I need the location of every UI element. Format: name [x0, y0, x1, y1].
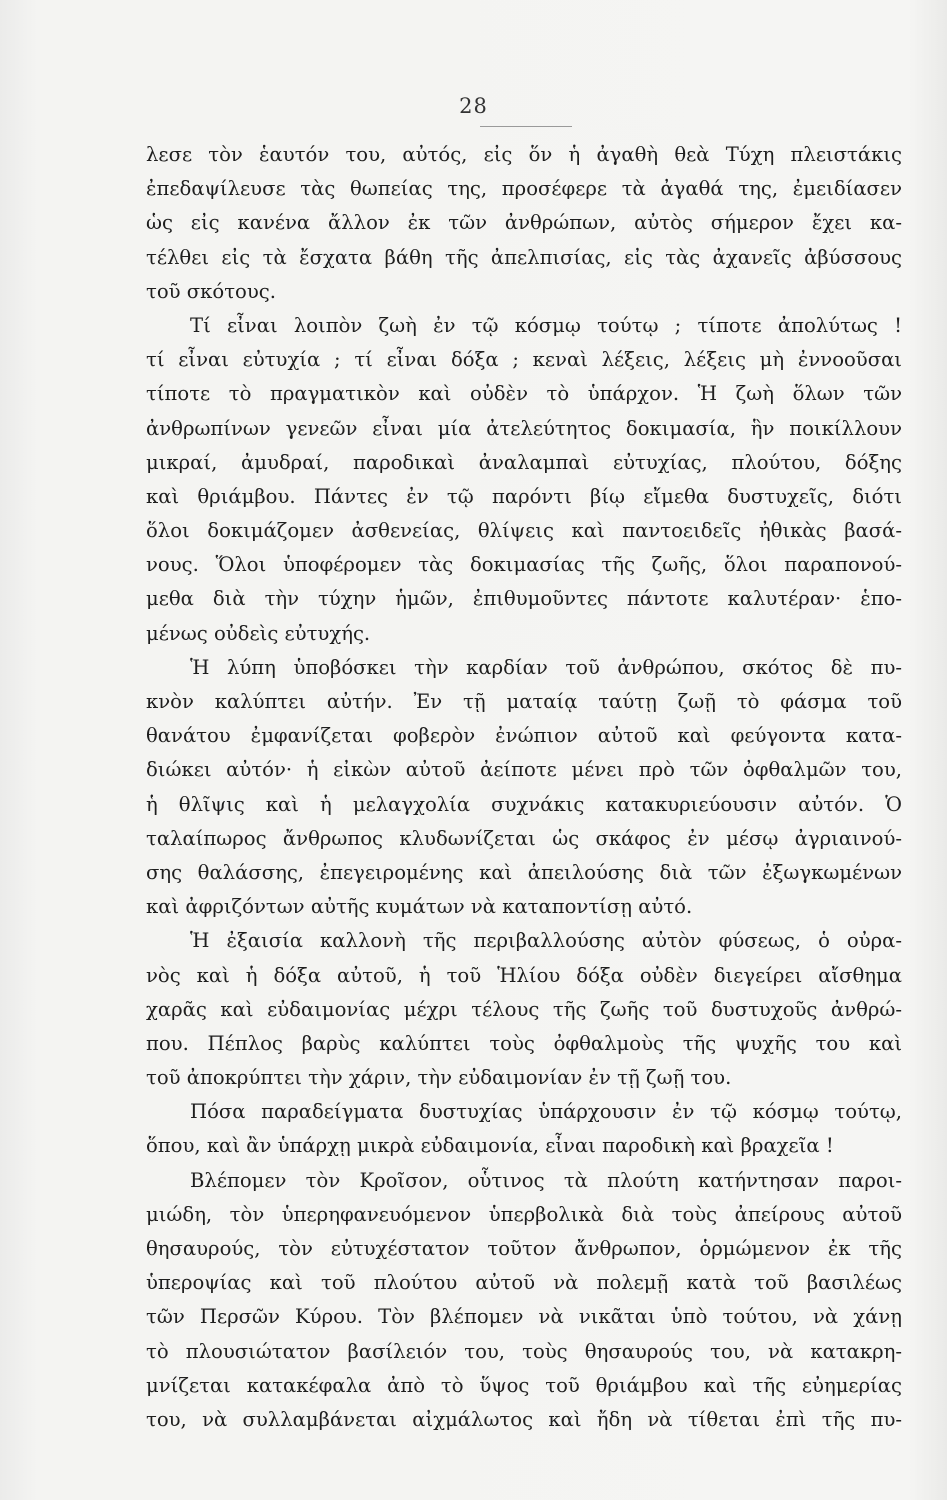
- text-line: ἐπεδαψίλευσε τὰς θωπείας της, προσέφερε τὰ ἀγαθά της, ἐμειδίασεν: [146, 177, 902, 201]
- text-line: σης θαλάσσης, ἐπεγειρομένης καὶ ἀπειλούσης διὰ τῶν ἐξωγκωμένων: [146, 860, 902, 884]
- text-line: μιώδη, τὸν ὑπερηφανευόμενον ὑπερβολικὰ διὰ τοὺς ἀπείρους αὐτοῦ: [146, 1202, 902, 1226]
- text-line: τῶν Περσῶν Κύρου. Τὸν βλέπομεν νὰ νικᾶται ὑπὸ τούτου, νὰ χάνῃ: [146, 1305, 902, 1329]
- text-line: τοῦ σκότους.: [146, 279, 276, 303]
- text-line: τοῦ ἀποκρύπτει τὴν χάριν, τὴν εὐδαιμονίαν ἐν τῇ ζωῇ του.: [146, 1066, 732, 1090]
- text-line: τέλθει εἰς τὰ ἔσχατα βάθη τῆς ἀπελπισίας, εἰς τὰς ἀχανεῖς ἀβύσσους: [146, 245, 902, 269]
- text-line: ὅπου, καὶ ἂν ὑπάρχῃ μικρὰ εὐδαιμονία, εἶναι παροδικὴ καὶ βραχεῖα !: [146, 1134, 834, 1158]
- text-line: Ἡ ἐξαισία καλλονὴ τῆς περιβαλλούσης αὐτὸν φύσεως, ὁ οὐρα-: [190, 929, 902, 953]
- text-line: μικραί, ἀμυδραί, παροδικαὶ ἀναλαμπαὶ εὐτυχίας, πλούτου, δόξης: [146, 450, 902, 474]
- text-line: του, νὰ συλλαμβάνεται αἰχμάλωτος καὶ ἤδη νὰ τίθεται ἐπὶ τῆς πυ-: [146, 1407, 902, 1431]
- text-line: ταλαίπωρος ἄνθρωπος κλυδωνίζεται ὡς σκάφος ἐν μέσῳ ἀγριαινού-: [146, 826, 902, 850]
- text-line: ὅλοι δοκιμάζομεν ἀσθενείας, θλίψεις καὶ παντοειδεῖς ἠθικὰς βασά-: [146, 519, 902, 543]
- text-line: ὑπεροψίας καὶ τοῦ πλούτου αὐτοῦ νὰ πολεμῇ κατὰ τοῦ βασιλέως: [146, 1271, 902, 1295]
- text-line: Βλέπομεν τὸν Κροῖσον, οὗτινος τὰ πλούτη κατήντησαν παροι-: [190, 1168, 902, 1192]
- text-line: τίποτε τὸ πραγματικὸν καὶ οὐδὲν τὸ ὑπάρχον. Ἡ ζωὴ ὅλων τῶν: [146, 382, 902, 406]
- text-line: μεθα διὰ τὴν τύχην ἡμῶν, ἐπιθυμοῦντες πάντοτε καλυτέραν· ἑπο-: [146, 587, 902, 611]
- text-line: ἡ θλῖψις καὶ ἡ μελαγχολία συχνάκις κατακυριεύουσιν αὐτόν. Ὁ: [146, 792, 902, 816]
- text-line: καὶ ἀφριζόντων αὐτῆς κυμάτων νὰ καταποντίσῃ αὐτό.: [146, 895, 693, 919]
- text-line: τὸ πλουσιώτατον βασίλειόν του, τοὺς θησαυρούς του, νὰ κατακρη-: [146, 1339, 902, 1363]
- header-rule: [480, 126, 572, 127]
- text-line: που. Πέπλος βαρὺς καλύπτει τοὺς ὀφθαλμοὺς τῆς ψυχῆς του καὶ: [146, 1031, 902, 1055]
- page-number: 28: [459, 94, 488, 118]
- text-line: θανάτου ἐμφανίζεται φοβερὸν ἐνώπιον αὐτοῦ καὶ φεύγοντα κατα-: [146, 724, 902, 748]
- text-line: χαρᾶς καὶ εὐδαιμονίας μέχρι τέλους τῆς ζωῆς τοῦ δυστυχοῦς ἀνθρώ-: [146, 997, 902, 1021]
- text-line: τί εἶναι εὐτυχία ; τί εἶναι δόξα ; κεναὶ λέξεις, λέξεις μὴ ἐννοοῦσαι: [146, 348, 902, 372]
- text-line: καὶ θριάμβου. Πάντες ἐν τῷ παρόντι βίῳ εἴμεθα δυστυχεῖς, διότι: [146, 484, 902, 508]
- text-line: Τί εἶναι λοιπὸν ζωὴ ἐν τῷ κόσμῳ τούτῳ ; τίποτε ἀπολύτως !: [190, 313, 902, 337]
- text-line: διώκει αὐτόν· ἡ εἰκὼν αὐτοῦ ἀείποτε μένει πρὸ τῶν ὀφθαλμῶν του,: [146, 758, 902, 782]
- text-line: θησαυρούς, τὸν εὐτυχέστατον τοῦτον ἄνθρωπον, ὁρμώμενον ἐκ τῆς: [146, 1237, 902, 1260]
- text-line: μένως οὐδεὶς εὐτυχής.: [146, 621, 371, 645]
- text-line: κνὸν καλύπτει αὐτήν. Ἐν τῇ ματαίᾳ ταύτῃ ζωῇ τὸ φάσμα τοῦ: [146, 690, 902, 713]
- text-line: λεσε τὸν ἑαυτόν του, αὐτός, εἰς ὅν ἡ ἀγαθὴ θεὰ Τύχη πλειστάκις: [146, 143, 902, 166]
- text-line: νους. Ὅλοι ὑποφέρομεν τὰς δοκιμασίας τῆς ζωῆς, ὅλοι παραπονού-: [146, 553, 902, 577]
- text-line: νὸς καὶ ἡ δόξα αὐτοῦ, ἡ τοῦ Ἡλίου δόξα οὐδὲν διεγείρει αἴσθημα: [146, 963, 902, 987]
- text-line: μνίζεται κατακέφαλα ἀπὸ τὸ ὕψος τοῦ θριάμβου καὶ τῆς εὐημερίας: [146, 1373, 902, 1397]
- text-line: ἀνθρωπίνων γενεῶν εἶναι μία ἀτελεύτητος δοκιμασία, ἣν ποικίλλουν: [146, 416, 902, 440]
- text-line: ὡς εἰς κανένα ἄλλον ἐκ τῶν ἀνθρώπων, αὐτὸς σήμερον ἔχει κα-: [146, 211, 902, 235]
- text-line: Πόσα παραδείγματα δυστυχίας ὑπάρχουσιν ἐν τῷ κόσμῳ τούτῳ,: [190, 1100, 902, 1124]
- text-line: Ἡ λύπη ὑποβόσκει τὴν καρδίαν τοῦ ἀνθρώπου, σκότος δὲ πυ-: [190, 655, 902, 679]
- body-text: [146, 138, 902, 1437]
